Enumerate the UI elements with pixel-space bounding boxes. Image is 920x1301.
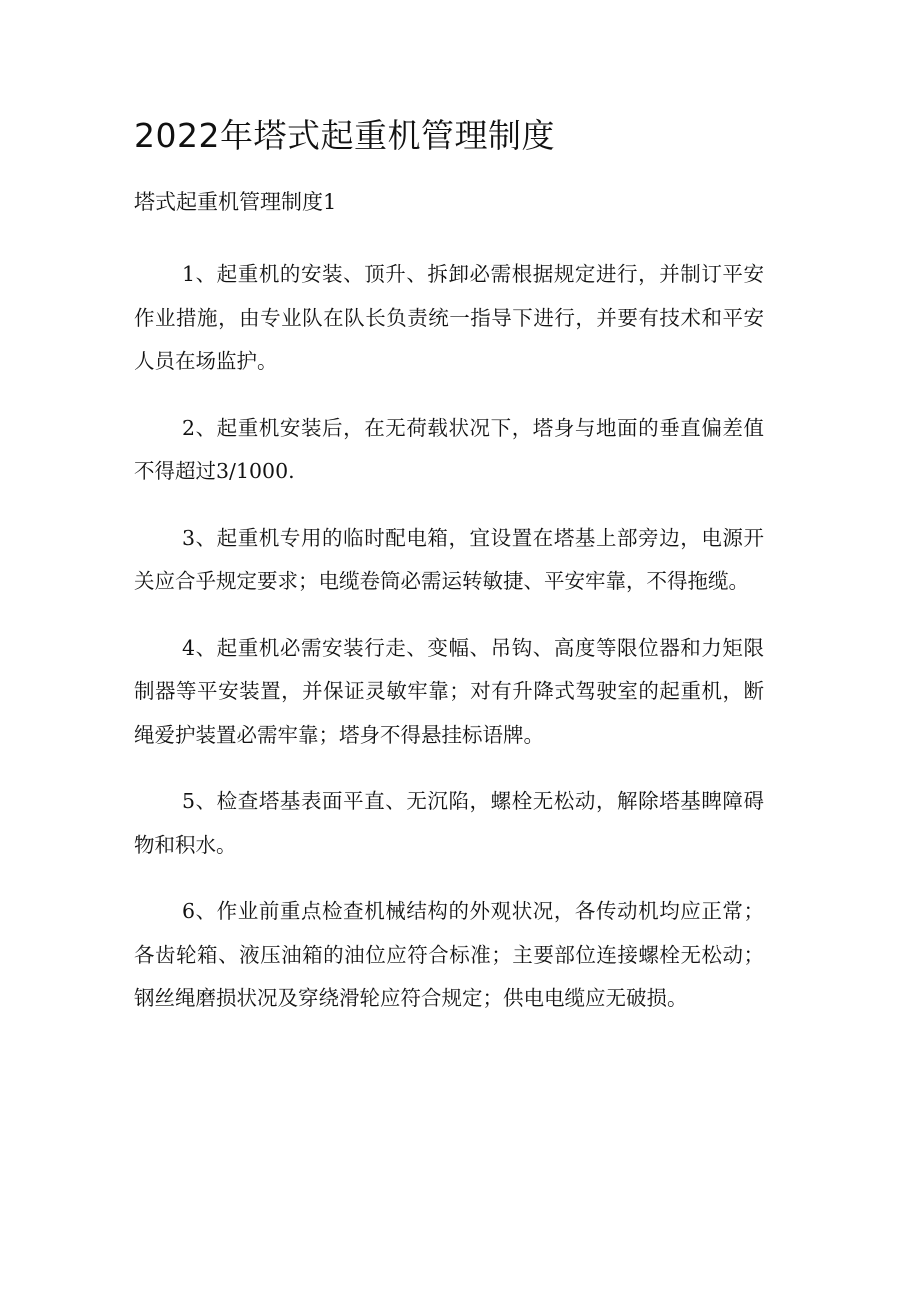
regulation-item-1: 1、起重机的安装、顶升、拆卸必需根据规定进行，并制订平安作业措施，由专业队在队长负责统一指导下进行，并要有技术和平安人员在场监护。 — [134, 262, 764, 373]
regulation-list — [134, 253, 764, 1044]
regulation-item-6: 6、作业前重点检查机械结构的外观状况，各传动机均应正常；各齿轮箱、液压油箱的油位应符合标准；主要部位连接螺栓无松动；钢丝绳磨损状况及穿绕滑轮应符合规定；供电电缆应无破损。 — [134, 899, 764, 1010]
regulation-item-4: 4、起重机必需安装行走、变幅、吊钩、高度等限位器和力矩限制器等平安装置，并保证灵敏牢靠；对有升降式驾驶室的起重机，断绳爱护装置必需牢靠；塔身不得悬挂标语牌。 — [134, 635, 764, 747]
regulation-item-5: 5、检查塔基表面平直、无沉陷，螺栓无松动，解除塔基睥障碍物和积水。 — [134, 789, 764, 857]
regulation-item-2: 2、起重机安装后，在无荷载状况下，塔身与地面的垂直偏差值不得超过3/1000. — [134, 415, 764, 483]
regulation-item-3: 3、起重机专用的临时配电箱，宜设置在塔基上部旁边，电源开关应合乎规定要求；电缆卷筒必需运转敏捷、平安牢靠，不得拖缆。 — [134, 525, 764, 593]
document-title: 2022年塔式起重机管理制度 — [134, 116, 555, 155]
section-heading: 塔式起重机管理制度1 — [134, 190, 337, 214]
